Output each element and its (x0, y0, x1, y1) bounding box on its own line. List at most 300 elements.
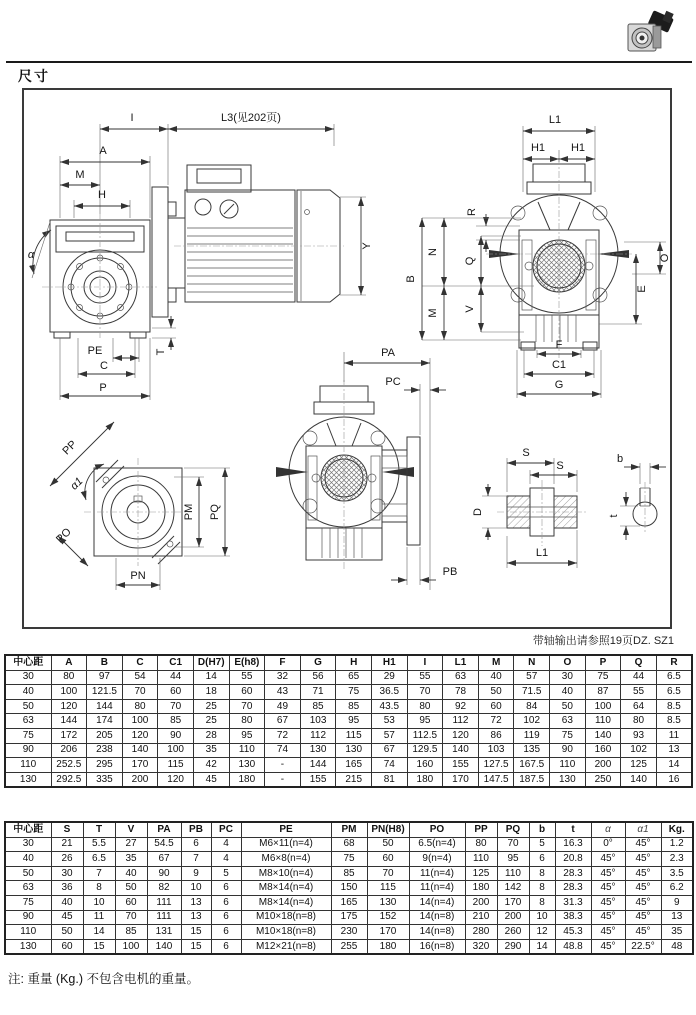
table-cell: 180 (229, 772, 265, 787)
column-header: PQ (497, 822, 529, 837)
view-output-flange (84, 458, 192, 566)
table-cell: 63 (5, 714, 51, 729)
table-cell: 57 (371, 728, 407, 743)
table-cell: 238 (87, 743, 123, 758)
table-cell: 35 (115, 852, 147, 867)
column-header: O (550, 655, 586, 670)
table-cell: 292.5 (51, 772, 87, 787)
table-cell: 16(n=8) (409, 939, 465, 954)
dim-label-PQ: PQ (209, 504, 221, 520)
table-cell: 167.5 (514, 758, 550, 773)
column-header: P (585, 655, 621, 670)
table-cell: 32 (265, 670, 301, 685)
table-cell: 103 (300, 714, 336, 729)
table-cell: 86 (478, 728, 514, 743)
dim-label-alpha1: α1 (68, 475, 86, 493)
table-cell: 45° (625, 910, 661, 925)
table-cell: 215 (336, 772, 372, 787)
table-cell: 172 (51, 728, 87, 743)
dim-label-R: R (466, 208, 478, 216)
table-cell: 14(n=8) (409, 925, 465, 940)
table-cell: 64 (621, 699, 657, 714)
table-cell: 20.8 (555, 852, 591, 867)
table-cell: 90 (550, 743, 586, 758)
column-header: V (115, 822, 147, 837)
table-cell: 121.5 (87, 685, 123, 700)
table-cell: 27 (115, 837, 147, 852)
table-cell: 74 (371, 758, 407, 773)
table-cell: 36.5 (371, 685, 407, 700)
table-cell: 56 (300, 670, 336, 685)
table-cell: 25 (193, 699, 229, 714)
table-cell: 87 (585, 685, 621, 700)
column-header: t (555, 822, 591, 837)
table-cell: 180 (465, 881, 497, 896)
table-cell: 135 (514, 743, 550, 758)
table-cell: 54 (122, 670, 158, 685)
table-row (5, 881, 693, 896)
table-cell: 45° (591, 895, 625, 910)
dim-label-PA: PA (381, 347, 395, 359)
table-cell: 131 (147, 925, 181, 940)
table-cell: 85 (300, 699, 336, 714)
dim-label-H: H (98, 189, 106, 201)
dim-label-F: F (555, 339, 563, 351)
table-cell: 81 (371, 772, 407, 787)
table-cell: 18 (193, 685, 229, 700)
table-cell: 5.5 (83, 837, 115, 852)
table-cell: M6×8(n=4) (241, 852, 331, 867)
column-header: G (300, 655, 336, 670)
table-cell: 6 (211, 925, 241, 940)
table-cell: 14 (83, 925, 115, 940)
table-cell: 70 (497, 837, 529, 852)
table-cell: 15 (181, 925, 211, 940)
table-cell: 6 (211, 895, 241, 910)
table-cell: 100 (122, 714, 158, 729)
table-cell: 95 (336, 714, 372, 729)
table-row (5, 939, 693, 954)
table-cell: M8×14(n=4) (241, 881, 331, 896)
view-side-dimensions (28, 111, 373, 400)
table-cell: 80 (51, 670, 87, 685)
weight-note: 注: 重量 (Kg.) 不包含电机的重量。 (8, 972, 199, 986)
table-row (5, 728, 692, 743)
table-cell: 48.8 (555, 939, 591, 954)
table-cell: 5 (211, 866, 241, 881)
table-cell: 49 (265, 699, 301, 714)
table-cell: 130 (367, 895, 409, 910)
table-cell: 60 (51, 939, 83, 954)
table-cell: 74 (265, 743, 301, 758)
table-cell: 9(n=4) (409, 852, 465, 867)
dim-label-N: N (427, 248, 439, 256)
dim-label-PE: PE (87, 345, 103, 357)
table-cell: 45.3 (555, 925, 591, 940)
shaft-output-reference-note: 带轴输出请参照19页DZ. SZ1 (532, 635, 674, 647)
table-cell: 70 (229, 699, 265, 714)
table-cell: 6 (181, 837, 211, 852)
table-cell: 200 (497, 910, 529, 925)
dim-label-M: M (75, 169, 85, 181)
table-cell: 90 (5, 743, 51, 758)
table-cell: 180 (407, 772, 443, 787)
table-cell: 45° (625, 852, 661, 867)
table-cell: 8 (83, 881, 115, 896)
table-cell: 6.5 (656, 670, 692, 685)
table-cell: 144 (51, 714, 87, 729)
column-header: PN(H8) (367, 822, 409, 837)
table-cell: 155 (300, 772, 336, 787)
table-cell: 6 (529, 852, 555, 867)
table-cell: 63 (5, 881, 51, 896)
table-cell: 67 (147, 852, 181, 867)
table-row (5, 895, 693, 910)
table-cell: 147.5 (478, 772, 514, 787)
table-cell: 6 (211, 910, 241, 925)
table-cell: 120 (51, 699, 87, 714)
dim-label-C1: C1 (551, 359, 567, 371)
table-cell: 65 (336, 670, 372, 685)
table-cell: 0° (591, 837, 625, 852)
table-cell: 8 (529, 881, 555, 896)
table-cell: 70 (122, 685, 158, 700)
table-cell: 95 (497, 852, 529, 867)
table-cell: 43 (265, 685, 301, 700)
table-cell: 40 (51, 895, 83, 910)
dim-label-PP: PP (60, 438, 80, 458)
table-cell: 26 (51, 852, 83, 867)
table-cell: 97 (87, 670, 123, 685)
table-cell: 144 (87, 699, 123, 714)
table-cell: 35 (193, 743, 229, 758)
table-cell: 72 (478, 714, 514, 729)
table-row (5, 925, 693, 940)
dim-label-M: M (427, 308, 439, 318)
dim-label-PC: PC (385, 376, 401, 388)
table-cell: 129.5 (407, 743, 443, 758)
table-cell: 90 (147, 866, 181, 881)
table-cell: 31.3 (555, 895, 591, 910)
table-cell: 30 (5, 837, 51, 852)
column-header: N (514, 655, 550, 670)
table-row (5, 866, 693, 881)
column-header: PC (211, 822, 241, 837)
table-cell: 150 (331, 881, 367, 896)
table-cell: 8.5 (656, 699, 692, 714)
table-cell: 165 (331, 895, 367, 910)
dimension-table-main (4, 654, 693, 788)
table-cell: 10 (529, 910, 555, 925)
table-cell: 110 (465, 852, 497, 867)
table-cell: 80 (407, 699, 443, 714)
dim-label-O: O (659, 253, 670, 263)
table-cell: 335 (87, 772, 123, 787)
dim-label-C: C (100, 360, 108, 372)
dim-label-D: D (472, 508, 484, 516)
column-header: α1 (625, 822, 661, 837)
table-cell: 4 (211, 852, 241, 867)
table-cell: 174 (87, 714, 123, 729)
table-cell: 200 (465, 895, 497, 910)
table-cell: 50 (5, 866, 51, 881)
column-header: Q (621, 655, 657, 670)
table-cell: 170 (122, 758, 158, 773)
table-cell: 75 (5, 728, 51, 743)
table-cell: 55 (621, 685, 657, 700)
table-cell: 210 (465, 910, 497, 925)
dim-label-H1: H1 (530, 142, 546, 154)
table-cell: 25 (193, 714, 229, 729)
table-cell: 67 (371, 743, 407, 758)
table-cell: 70 (115, 910, 147, 925)
table-cell: 22.5° (625, 939, 661, 954)
table-cell: 45° (625, 895, 661, 910)
column-header: PP (465, 822, 497, 837)
view-front-flange-side (276, 380, 420, 570)
table-cell: 13 (656, 743, 692, 758)
table-cell: 290 (497, 939, 529, 954)
table-cell: 95 (229, 728, 265, 743)
table-cell: 170 (497, 895, 529, 910)
table-cell: 55 (407, 670, 443, 685)
table-row (5, 714, 692, 729)
table-cell: 230 (331, 925, 367, 940)
table-cell: 144 (300, 758, 336, 773)
table-cell: 110 (5, 925, 51, 940)
table-cell: 45° (591, 866, 625, 881)
dim-label-b: b (616, 453, 624, 465)
dim-label-PO: PO (54, 526, 74, 546)
table-cell: 140 (443, 743, 479, 758)
column-header: α (591, 822, 625, 837)
table-row (5, 685, 692, 700)
table-cell: 45° (591, 852, 625, 867)
table-cell: 175 (331, 910, 367, 925)
table-cell: 80 (122, 699, 158, 714)
dim-label-V: V (464, 305, 476, 313)
table-cell: 130 (5, 939, 51, 954)
table-cell: 50 (115, 881, 147, 896)
table-cell: 250 (585, 772, 621, 787)
dim-label-PN: PN (130, 570, 146, 582)
column-header: Kg. (661, 822, 693, 837)
column-header: D(H7) (193, 655, 229, 670)
view-front-output (486, 158, 632, 358)
table-cell: 140 (122, 743, 158, 758)
table-cell: 14(n=8) (409, 910, 465, 925)
page-title: 尺寸 (18, 68, 50, 84)
column-header: I (407, 655, 443, 670)
table-cell: 14 (193, 670, 229, 685)
column-header: PM (331, 822, 367, 837)
table-cell: 11 (656, 728, 692, 743)
table-cell: 40 (550, 685, 586, 700)
table-cell: 45 (51, 910, 83, 925)
table-cell: 16 (656, 772, 692, 787)
table-cell: 28.3 (555, 866, 591, 881)
dim-label-L1: L1 (548, 114, 562, 126)
table-cell: 260 (497, 925, 529, 940)
table-cell: 75 (5, 895, 51, 910)
dim-label-H1: H1 (570, 142, 586, 154)
table-cell: 45° (591, 910, 625, 925)
table-row (5, 699, 692, 714)
table-cell: 152 (367, 910, 409, 925)
table-cell: 50 (478, 685, 514, 700)
table-cell: 112.5 (407, 728, 443, 743)
column-header: 中心距 (5, 655, 51, 670)
table-cell: 200 (585, 758, 621, 773)
view-output-flange-dimensions (50, 422, 230, 590)
dim-label-t: t (608, 514, 620, 518)
table-cell: 140 (621, 772, 657, 787)
table-cell: 44 (158, 670, 194, 685)
table-cell: 85 (336, 699, 372, 714)
table-cell: 160 (407, 758, 443, 773)
table-cell: 295 (87, 758, 123, 773)
table-cell: 111 (147, 895, 181, 910)
table-cell: 110 (585, 714, 621, 729)
table-cell: 60 (158, 685, 194, 700)
table-cell: 38.3 (555, 910, 591, 925)
table-cell: 130 (336, 743, 372, 758)
table-cell: 45° (625, 837, 661, 852)
table-cell: 170 (443, 772, 479, 787)
table-cell: 14 (529, 939, 555, 954)
table-cell: 9 (661, 895, 693, 910)
table-cell: 6.2 (661, 881, 693, 896)
table-cell: 100 (51, 685, 87, 700)
table-cell: 75 (336, 685, 372, 700)
dim-label-P: P (99, 382, 107, 394)
table-cell: 28.3 (555, 881, 591, 896)
table-cell: 85 (158, 714, 194, 729)
dim-label-T: T (155, 348, 167, 356)
table-cell: 35 (661, 925, 693, 940)
table-cell: 45° (591, 939, 625, 954)
table-cell: 103 (478, 743, 514, 758)
table-cell: 130 (5, 772, 51, 787)
table-cell: 9 (181, 866, 211, 881)
table-cell: 100 (115, 939, 147, 954)
table-cell: 82 (147, 881, 181, 896)
column-header: b (529, 822, 555, 837)
column-header: PB (181, 822, 211, 837)
table-cell: 30 (51, 866, 83, 881)
table-cell: 29 (371, 670, 407, 685)
column-header: B (87, 655, 123, 670)
table-cell: 255 (331, 939, 367, 954)
table-cell: 78 (443, 685, 479, 700)
table-cell: 40 (5, 852, 51, 867)
dim-label-alpha: α (27, 249, 35, 261)
table-cell: - (265, 758, 301, 773)
table-cell: 50 (367, 837, 409, 852)
table-cell: 30 (5, 670, 51, 685)
dim-label-PM: PM (183, 503, 195, 521)
table-cell: 155 (443, 758, 479, 773)
column-header: S (51, 822, 83, 837)
table-cell: 6.5 (656, 685, 692, 700)
dim-label-A: A (99, 145, 107, 157)
header-rule (6, 61, 692, 63)
table-cell: 200 (122, 772, 158, 787)
table-cell: 165 (336, 758, 372, 773)
table-cell: 13 (181, 910, 211, 925)
table-cell: M10×18(n=8) (241, 925, 331, 940)
table-cell: M8×10(n=4) (241, 866, 331, 881)
table-cell: M6×11(n=4) (241, 837, 331, 852)
column-header: T (83, 822, 115, 837)
table-cell: 95 (407, 714, 443, 729)
table-cell: 130 (550, 772, 586, 787)
table-cell: 75 (550, 728, 586, 743)
gearbox-product-image (620, 10, 676, 58)
dim-label-G: G (554, 379, 564, 391)
table-cell: 115 (336, 728, 372, 743)
table-cell: 2.3 (661, 852, 693, 867)
table-cell: 40 (5, 685, 51, 700)
table-cell: 70 (367, 866, 409, 881)
technical-drawing (24, 90, 670, 627)
table-cell: 85 (115, 925, 147, 940)
dim-label-B: B (405, 275, 417, 283)
table-cell: 14 (656, 758, 692, 773)
table-cell: 100 (585, 699, 621, 714)
dim-label-Y: Y (361, 242, 373, 250)
column-header: L1 (443, 655, 479, 670)
dim-label-PB: PB (442, 566, 458, 578)
table-cell: M12×21(n=8) (241, 939, 331, 954)
table-cell: 15 (83, 939, 115, 954)
column-header: F (265, 655, 301, 670)
column-header: M (478, 655, 514, 670)
table-cell: 30 (550, 670, 586, 685)
table-cell: 72 (265, 728, 301, 743)
table-cell: 80 (621, 714, 657, 729)
table-cell: 8.5 (656, 714, 692, 729)
table-cell: 45° (591, 881, 625, 896)
table-cell: 45 (193, 772, 229, 787)
table-cell: 70 (158, 699, 194, 714)
dim-label-I: I (130, 112, 134, 124)
column-header: PO (409, 822, 465, 837)
table-cell: 71 (300, 685, 336, 700)
table-row (5, 670, 692, 685)
table-cell: 112 (443, 714, 479, 729)
table-cell: 125 (621, 758, 657, 773)
table-cell: 54.5 (147, 837, 181, 852)
table-row (5, 910, 693, 925)
table-cell: 6 (211, 881, 241, 896)
table-cell: 111 (147, 910, 181, 925)
table-cell: 5 (529, 837, 555, 852)
table-row (5, 758, 692, 773)
table-cell: 130 (300, 743, 336, 758)
table-cell: 120 (122, 728, 158, 743)
table-cell: 93 (621, 728, 657, 743)
table-cell: 102 (621, 743, 657, 758)
table-cell: 85 (331, 866, 367, 881)
table-cell: 110 (5, 758, 51, 773)
table-cell: 75 (585, 670, 621, 685)
dim-label-E: E (636, 285, 648, 293)
view-side-assembly (42, 165, 344, 340)
table-cell: 280 (465, 925, 497, 940)
table-cell: 102 (514, 714, 550, 729)
table-cell: 180 (367, 939, 409, 954)
